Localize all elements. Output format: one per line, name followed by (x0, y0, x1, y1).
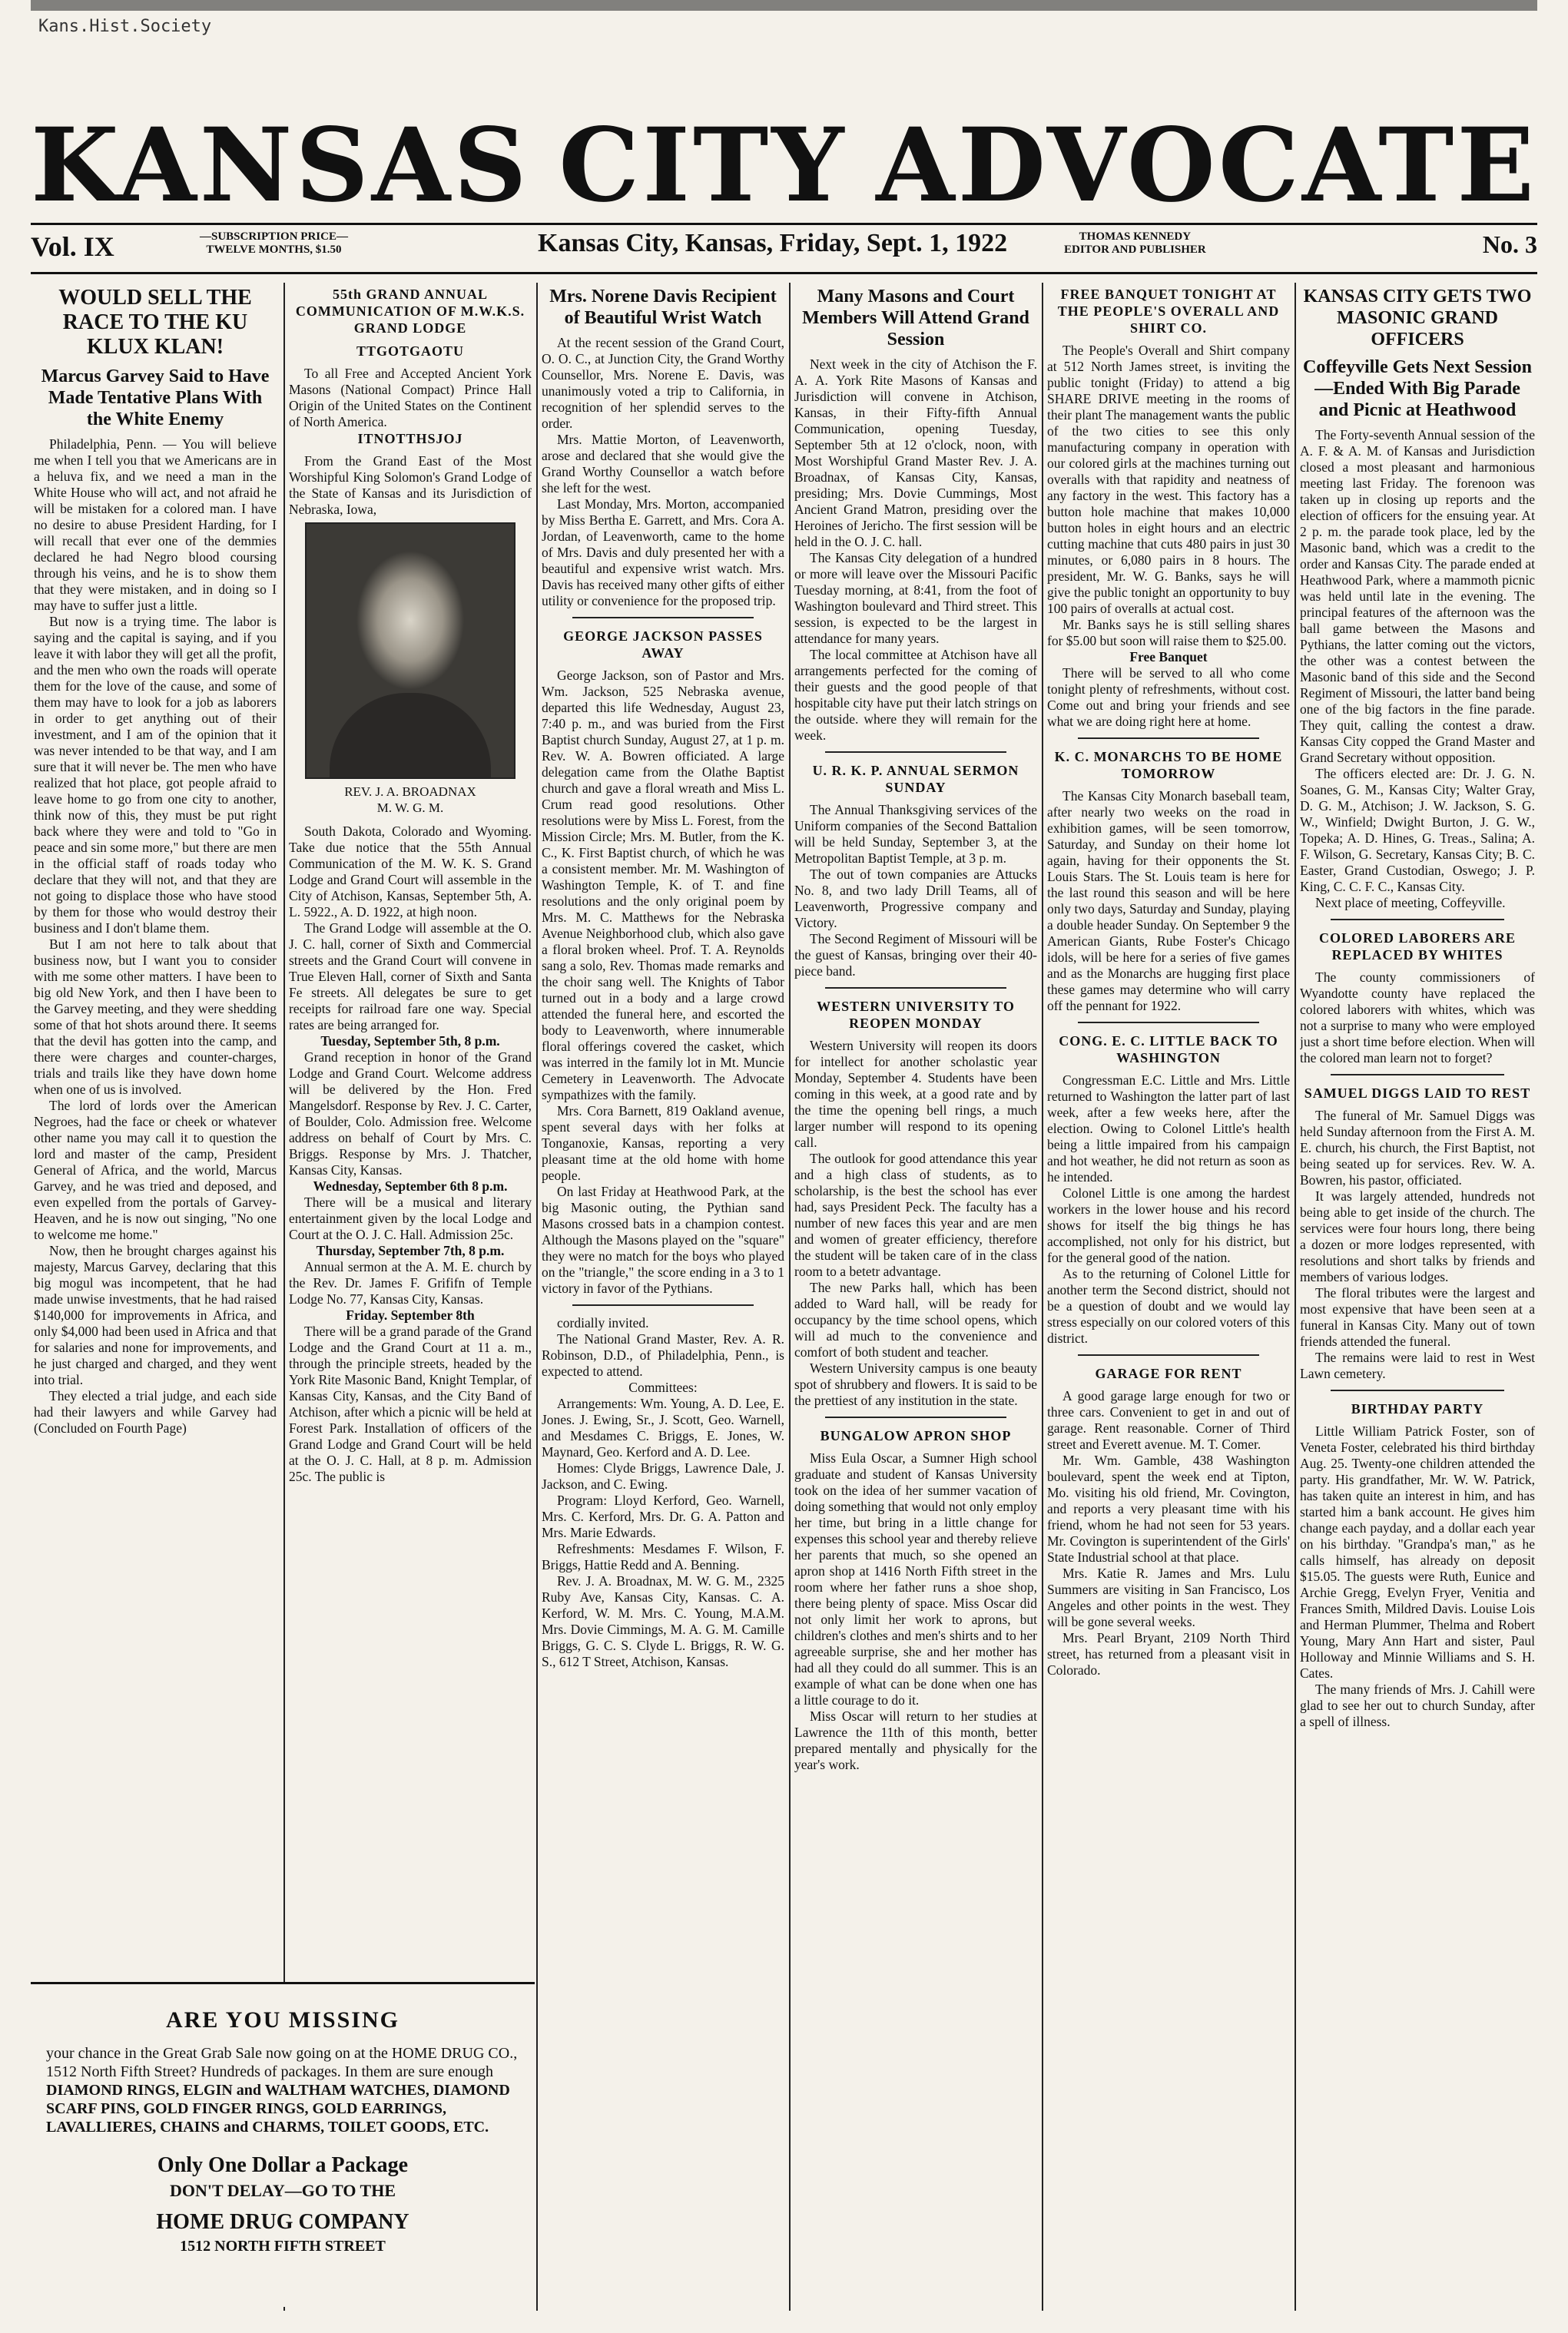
scan-edge (31, 0, 1537, 11)
code-line-2: ITNOTTHSJOJ (357, 431, 463, 446)
column-rule (1042, 283, 1043, 2311)
ad-body-text: your chance in the Great Grab Sale now going on at the HOME DRUG CO., 1512 North Fifth Street? Hundreds of packages. In them are sure enough (46, 2045, 518, 2080)
subscription-price (200, 230, 348, 257)
paragraph: Program: Lloyd Kerford, Geo. Warnell, Mrs. C. Kerford, Mrs. Dr. G. A. Patton and Mrs. Marie Edwards. (542, 1493, 784, 1540)
paragraph: Refreshments: Mesdames F. Wilson, F. Briggs, Hattie Redd and A. Benning. (542, 1541, 784, 1572)
section-divider (825, 1417, 1006, 1418)
paragraph: Grand reception in honor of the Grand Lodge and Grand Court. Welcome address will be delivered by the Hon. Fred Mangelsdorf. Response by Rev. J. C. Carter, of Boulder, Colo. Admission free. Welcome address on behalf of Court by Mrs. C. Briggs. Response by Mrs. J. Thatcher, Kansas City, Kansas. (289, 1049, 532, 1178)
paragraph: Next week in the city of Atchison the F. A. A. York Rite Masons of Kansas and Jurisdiction will convene in Atchison, Kansas, in their Fifty-fifth Annual Communication, opening Tuesday, September 5th at 12 o'clock, noon, with Most Worshipful Grand Master Rev. J. A. Broadnax, of Kansas City, Kansas, presiding; Mrs. Dovie Cummings, Most Ancient Grand Matron, presiding over the Heroines of Jericho. The first session will be held in the O. J. C. hall. (794, 356, 1037, 549)
masthead-word-3: ADVOCATE (876, 105, 1537, 225)
ad-body (46, 2044, 519, 2136)
section-divider (1078, 1354, 1259, 1356)
column-rule (1295, 283, 1296, 2311)
paragraph: The out of town companies are Attucks No. 8, and two lady Drill Teams, all of Leavenworth, Progressive company and Victory. (794, 867, 1037, 930)
portrait-figure (330, 693, 491, 777)
section-divider (1078, 1022, 1259, 1023)
column-1 (34, 286, 277, 1976)
column-5 (1047, 286, 1290, 2306)
paragraph: South Dakota, Colorado and Wyoming. Take due notice that the 55th Annual Communication of the M. W. K. S. Grand Lodge and Grand Court will assemble in the City of Atchison, Kansas, September 5th, A. L. 5922., A. D. 1922, at high noon. (289, 824, 532, 920)
paragraph: Next place of meeting, Coffeyville. (1315, 895, 1506, 910)
headline-grand-officers: KANSAS CITY GETS TWO MASONIC GRAND OFFICERS (1303, 287, 1532, 350)
paragraph: The lord of lords over the American Negroes, had the face or cheek or whatever other name you may call it to question the lord and master of the camp, President General of Africa, and the world, Marcus Garvey, and he was tried and deposed, and even expelled from the portals of Garvey-Heaven, and he is now out singing, "No one to welcome me home." (34, 1098, 277, 1242)
subscription-line-1: —SUBSCRIPTION PRICE— (200, 230, 348, 243)
subhead-garvey: Marcus Garvey Said to Have Made Tentative Plans With the White Enemy (41, 366, 270, 429)
paragraph: The Grand Lodge will assemble at the O. J. C. hall, corner of Sixth and Commercial streets and the Grand Court will convene in True Eleven Hall, corner of Sixth and Santa Fe streets. All delegates be sure to get receipts for railroad fare one way. Special rates are being arranged for. (289, 920, 532, 1032)
ad-company-name: HOME DRUG COMPANY (156, 2210, 409, 2234)
info-line (31, 224, 1537, 270)
section-divider (572, 1304, 754, 1306)
paragraph: On last Friday at Heathwood Park, at the big Masonic outing, the Pythian sand Masons crossed bats in a champion contest. Although the Masons played on the "square" they were no match for the boys who played on the "triangle," the score ending in a 3 to 1 victory in favor of the Pythians. (542, 1184, 784, 1296)
paragraph: But I am not here to talk about that business now, but I want you to consider with me some other matters. I have been to big old New York, and then I have been to the Garvey meeting, and they were shedding some of that hot shots around there. It seems that the devil has gotten into the camp, and there were charges and counter-charges, trials and trails like they have down home when one of us is involved. (34, 936, 277, 1097)
headline-little: CONG. E. C. LITTLE BACK TO WASHINGTON (1059, 1033, 1278, 1065)
schedule-date: Friday. September 8th (346, 1307, 475, 1323)
code-line-1: TTGOTGAOTU (356, 343, 465, 359)
paragraph: cordially invited. (557, 1315, 649, 1331)
paragraph: It was largely attended, hundreds not being able to get inside of the church. The services were four hours long, there being a dozen or more lodges represented, with resolutions and short talks by friends and members of various lodges. (1300, 1188, 1535, 1284)
headline-birthday: BIRTHDAY PARTY (1351, 1401, 1484, 1417)
paragraph: Arrangements: Wm. Young, A. D. Lee, E. Jones. J. Ewing, Sr., J. Scott, Geo. Warnell, and Mesdames C. Briggs, E. Jones, W. Maynard, Geo. Kerford and A. D. Lee. (542, 1396, 784, 1460)
advertisement-home-drug (31, 1982, 535, 2307)
paragraph: The outlook for good attendance this year and a high class of students, as to scholarship, is the best the school has ever had, says President Peck. The faculty has a number of new faces this year and are men and women of greater efficiency, therefore the student will be taken care of in the class room to a betetr advantage. (794, 1151, 1037, 1279)
paragraph: Congressman E.C. Little and Mrs. Little returned to Washington the latter part of last week, after a few weeks here, after the election. Owing to Colonel Little's health being a little impaired from his campaign and hot weather, he did not return as soon as he intended. (1047, 1072, 1290, 1185)
masthead-rule-bottom (31, 272, 1537, 274)
paragraph: The floral tributes were the largest and most expensive that have been seen at a funeral in Kansas City. Many out of town friends attended the funeral. (1300, 1285, 1535, 1349)
paragraph: Mrs. Cora Barnett, 819 Oakland avenue, spent several days with her folks at Tonganoxie, Kansas, reporting a very pleasant time at the old home with home people. (542, 1103, 784, 1183)
column-4 (794, 286, 1037, 2306)
paragraph: The Kansas City Monarch baseball team, after nearly two weeks on the road in exhibition games, will be seen tomorrow, Saturday, and Sunday on their home lot again, having for their opponents the St. Louis Stars. The St. Louis team is here for the last round this season and will be here only two days, Saturday and Sunday, playing a double header Sunday. On September 9 the American Giants, Rube Foster's Chicago idols, will be here for a series of five games and as the Monarchs are hugging first place these games may determine who will carry off the pennant for 1922. (1047, 788, 1290, 1013)
paragraph: There will be a grand parade of the Grand Lodge and the Grand Court at 11 a. m., through the principle streets, headed by the York Rite Masonic Band, Knight Templar, of Kansas City, Kansas, and the City Band of Atchison, after which a picnic will be held at Forest Park. Installation of officers of the Grand Lodge and Grand Court will be held at the O. J. C. Hall, at 8 p. m. Admission 25c. The public is (289, 1324, 532, 1484)
publisher-block (1064, 230, 1206, 257)
headline-laborers: COLORED LABORERS ARE REPLACED BY WHITES (1318, 930, 1517, 963)
paragraph: The many friends of Mrs. J. Cahill were glad to see her out to church Sunday, after a spell of illness. (1300, 1682, 1535, 1729)
schedule-date: Tuesday, September 5th, 8 p.m. (320, 1033, 500, 1049)
paragraph: The new Parks hall, which has been added to Ward hall, will be ready for occupancy by the time school opens, which will ad much to the convenience and comfort of both student and teacher. (794, 1280, 1037, 1360)
schedule-date: Thursday, September 7th, 8 p.m. (316, 1243, 505, 1258)
newspaper-page (31, 0, 1537, 2333)
headline-jackson: GEORGE JACKSON PASSES AWAY (563, 628, 763, 661)
ad-call-to-action: DON'T DELAY—GO TO THE (169, 2181, 396, 2200)
masthead (31, 105, 1537, 225)
section-divider (825, 751, 1006, 753)
paragraph: The Annual Thanksgiving services of the Uniform companies of the Second Battalion will be held Sunday, September 3, at the Metropolitan Baptist Temple, at 3 p. m. (794, 802, 1037, 866)
paragraph: Last Monday, Mrs. Morton, accompanied by Miss Bertha E. Garrett, and Mrs. Cora A. Jordan, of Leavenworth, came to the home of Mrs. Davis and duly presented her with a beautiful and expensive wrist watch. Mrs. Davis has received many other gifts of either utility or convenience for the proposed trip. (542, 496, 784, 608)
paragraph: The National Grand Master, Rev. A. R. Robinson, D.D., of Philadelphia, Penn., is expected to attend. (542, 1331, 784, 1379)
paragraph: A good garage large enough for two or three cars. Convenient to get in and out of garage. Rent reasonable. Corner of Third street and Everett avenue. M. T. Comer. (1047, 1388, 1290, 1452)
headline-monarchs: K. C. MONARCHS TO BE HOME TOMORROW (1054, 749, 1283, 781)
paragraph: The local committee at Atchison have all arrangements perfected for the coming of their guests and the good people of that hospitable city have put their latch strings on the outside. where they will remain for the week. (794, 647, 1037, 743)
paragraph: From the Grand East of the Most Worshipful King Solomon's Grand Lodge of the State of Kansas and its Jurisdiction of Nebraska, Iowa, (289, 453, 532, 517)
paragraph: Mrs. Katie R. James and Mrs. Lulu Summers are visiting in San Francisco, Los Angeles and other points in the west. They will be gone several weeks. (1047, 1566, 1290, 1629)
publisher-title: EDITOR AND PUBLISHER (1064, 244, 1206, 256)
portrait-photo (305, 522, 515, 779)
headline-masons: Many Masons and Court Members Will Attend Grand Session (802, 287, 1029, 350)
paragraph: Miss Eula Oscar, a Sumner High school graduate and student of Kansas University took on the idea of her summer vacation of doing something that would not only employ her time, but bring in a little change for expenses this school year and thereby relieve her parents that much, so she opened an apron shop at 1416 North Fifth street in the room where her father runs a shoe shop, there being plenty of space. Miss Oscar did not only limit her work to aprons, but children's clothes and men's shirts and to her agreeable surprise, she and her mother has had all they could do all summer. This is an example of what can be done when one has a little courage to do it. (794, 1450, 1037, 1708)
column-rule (536, 283, 538, 2311)
paragraph: Miss Oscar will return to her studies at Lawrence the 11th of this month, better prepared mentally and physically for the year's work. (794, 1708, 1037, 1772)
paragraph: Western University will reopen its doors for intellect for another scholastic year Monday, September 4. Students have been coming in this week, at a good rate and by the time the opening bell rings, a much larger number will respond to its opening call. (794, 1038, 1037, 1150)
paragraph: The Forty-seventh Annual session of the A. F. & A. M. of Kansas and Jurisdiction closed a most pleasant and harmonious meeting last Friday. The forenoon was taken up in closing up reports and the election of officers for the ensuing year. At 2 p. m. the parade took place, led by the Masonic band, which was a credit to the order and Kansas City. The parade ended at Heathwood Park, where a mammoth picnic was held until late in the evening. The principal features of the afternoon was the ball game between the Masons and Pythians, the latter coming out the victors, the other was a contest between the Masonic band of this side and the Second Regiment of Missouri, the latter band being one of the big factors in the fine parade. They quit, calling the contest a draw. Kansas City copped the Grand Master and Grand Secretary without opposition. (1300, 427, 1535, 765)
headline-urkp: U. R. K. P. ANNUAL SERMON SUNDAY (812, 763, 1019, 795)
paragraph: As to the returning of Colonel Little for another term the Second district, should not be a question of doubt and we would lay stress especially on our colored voters of this district. (1047, 1266, 1290, 1346)
subhead-coffeyville: Coffeyville Gets Next Session—Ended With Big Parade and Picnic at Heathwood (1303, 357, 1532, 420)
section-divider (1331, 1390, 1504, 1391)
section-divider (825, 987, 1006, 989)
column-3 (542, 286, 784, 2306)
paragraph: Now, then he brought charges against his majesty, Marcus Garvey, declaring that this big mogul was incompetent, that he had made unwise investments, that he had raised $140,000 for improvements in Africa, and only $4,000 had been used in Africa and that for salaries and none for improvements, and he just charged and charged, and they went into trial. (34, 1243, 277, 1387)
headline-garvey: WOULD SELL THE RACE TO THE KU KLUX KLAN! (58, 286, 252, 359)
schedule-date: Wednesday, September 6th 8 p.m. (313, 1178, 508, 1194)
paragraph: There will be served to all who come tonight plenty of refreshments, without cost. Come out and bring your friends and see what we are doing right here at home. (1047, 665, 1290, 729)
publisher-name: THOMAS KENNEDY (1079, 230, 1192, 243)
headline-diggs: SAMUEL DIGGS LAID TO REST (1304, 1085, 1531, 1101)
paragraph: To all Free and Accepted Ancient York Masons (National Compact) Prince Hall Origin of the United States on the Continent of North America. (289, 366, 532, 429)
paragraph: Mr. Banks says he is still selling shares for $5.00 but soon will raise them to $25.00. (1047, 617, 1290, 648)
dateline: Kansas City, Kansas, Friday, Sept. 1, 1922 (538, 229, 1008, 257)
section-divider (1078, 737, 1259, 739)
paragraph: Mrs. Pearl Bryant, 2109 North Third street, has returned from a pleasant visit in Colorado. (1047, 1630, 1290, 1678)
paragraph: Annual sermon at the A. M. E. church by the Rev. Dr. James F. Grififn of Temple Lodge No. 77, Kansas City, Kansas. (289, 1259, 532, 1307)
ad-body-items: DIAMOND RINGS, ELGIN and WALTHAM WATCHES, DIAMOND SCARF PINS, GOLD FINGER RINGS, GOLD EARRINGS, LAVALLIERES, CHAINS and CHARMS, TOILET GOODS, ETC. (46, 2082, 510, 2136)
paragraph: The remains were laid to rest in West Lawn cemetery. (1300, 1350, 1535, 1381)
paragraph: But now is a trying time. The labor is saying and the capital is saying, and if you leave it with labor they will get all the profit, and the men who own the roads will operate them for the love of the cause, and some of them may have to look for a job as laborers in order to get anything out of their investment, and I am of the opinion that it was never intended to be that way, and I am sure that it will never be. The men who have realized that hot place, got people afraid to leave home to go from one city to another, think now of this, they must be put right back where they were and told to "Go in peace and sin some more," but there are men in the official staff of roads today who declare that they will not, and that they are not going to displace those who have stood by them for those who would destroy their business and I don't blame them. (34, 614, 277, 936)
paragraph: There will be a musical and literary entertainment given by the local Lodge and Court at the O. J. C. Hall. Admission 25c. (289, 1195, 532, 1242)
section-divider (572, 617, 754, 618)
paragraph: The Second Regiment of Missouri will be the guest of Kansas, bringing over their 40-piece band. (794, 931, 1037, 979)
column-rule (789, 283, 791, 2311)
issue-number: No. 3 (1482, 230, 1537, 258)
ad-price-line: Only One Dollar a Package (157, 2153, 409, 2177)
paragraph: Little William Patrick Foster, son of Veneta Foster, celebrated his third birthday Aug. 25. Twenty-one children attended the party. His grandfather, Mr. W. W. Patrick, has taken quite an interest in him, and has started him a bank account. He gives him change each payday, and a dollar each year on his birthday. "Grandpa's man," as he calls himself, has already on deposit $15.05. The guests were Ruth, Eunice and Archie Gregg, Evelyn Fryer, Venitia and Frances Smith, Mildred Davis. Louise Lois and Herman Plummer, Thelma and Robert Young, Mary Ann Hart and sister, Paul Holloway and Minnie Williams and S. H. Cates. (1300, 1423, 1535, 1681)
signature-block: Rev. J. A. Broadnax, M. W. G. M., 2325 Ruby Ave, Kansas City, Kansas. C. A. Kerford, W. M. Mrs. C. Young, M.A.M. Mrs. Dovie Cimmings, M. A. G. M. Camille Briggs, G. C. S. Clyde L. Briggs, R. W. G. S., 612 T Street, Atchison, Kansas. (542, 1573, 784, 1669)
paragraph: Mr. Wm. Gamble, 438 Washington boulevard, spent the week end at Tipton, Mo. visiting his old friend, Mr. Covington, and reports a very pleasant time with his friend, whom he had not seen for 53 years. Mr. Covington is superintendent of the Girls' State Industrial school at that place. (1047, 1453, 1290, 1565)
masthead-word-1: KANSAS (31, 105, 530, 225)
paragraph: The Kansas City delegation of a hundred or more will leave over the Missouri Pacific Tuesday morning, at 8:41, from the foot of Washington boulevard and Third street. This session, is expected to be the largest in attendance for many years. (794, 550, 1037, 646)
column-2 (289, 286, 532, 1976)
paragraph: Mrs. Mattie Morton, of Leavenworth, arose and declared that she would give the Grand Worthy Counsellor a watch before she left for the west. (542, 432, 784, 495)
paragraph: At the recent session of the Grand Court, O. O. C., at Junction City, the Grand Worthy Counsellor, Mrs. Norene E. Davis, was unanimously voted a trip to California, in recognition of her splendid serves to the order. (542, 335, 784, 431)
section-divider (1331, 1074, 1504, 1075)
paragraph: The funeral of Mr. Samuel Diggs was held Sunday afternoon from the First A. M. E. church, his church, the First Baptist, not being seated up for services. Rev. W. A. Bowren, his pastor, officiated. (1300, 1108, 1535, 1188)
column-6 (1300, 286, 1535, 2306)
paragraph: The People's Overall and Shirt company at 512 North James street, is inviting the public tonight (Friday) to attend a big SHARE DRIVE meeting in the rooms of their plant The management wants the public of the two cities to see this only manufacturing company in operation with our colored girls at the machines turning out overalls with that rapidity and neatness of any factory in the west. This factory has a button hole machine that makes 10,000 button holes in eight hours and an electric cutting machine that cuts 480 pairs in just 30 minutes, or 6,080 pairs in 8 hours. The president, Mr. W. G. Banks, says he will give the public tonight an opportunity to buy 100 pairs of overalls at actual cost. (1047, 343, 1290, 616)
subhead-free-banquet: Free Banquet (1129, 649, 1208, 664)
headline-davis: Mrs. Norene Davis Recipient of Beautiful Wrist Watch (549, 287, 777, 328)
masthead-word-2: CITY (559, 105, 847, 225)
paragraph: Philadelphia, Penn. — You will believe me when I tell you that we Americans are in a heluva fix, and we need a man in the White House who will act, and not afraid he will be mistaken for a colored man. I have no desire to abuse President Harding, for I will recall that ever one of the demmies declared he had Negro blood coursing through his veins, and he is to show them that they were mistaken, and in doing so I may have to suffer just a little. (34, 436, 277, 613)
headline-western-university: WESTERN UNIVERSITY TO REOPEN MONDAY (817, 999, 1015, 1031)
volume-label: Vol. IX (31, 231, 114, 262)
photo-caption-title: M. W. G. M. (376, 800, 444, 815)
paragraph: The officers elected are: Dr. J. G. N. Soanes, G. M., Kansas City; Walter Gray, D. G. M., Atchison; J. W. Jackson, S. G. W., Winfield; Dwight Burton, J. G. W., Topeka; A. D. Hines, G. Treas., Salina; A. F. Wilson, G. Secretary, Kansas City; B. C. Easter, Grand Custodian, Oswego; J. P. King, C. C. F. C., Kansas City. (1300, 766, 1535, 894)
headline-apron-shop: BUNGALOW APRON SHOP (820, 1428, 1012, 1443)
headline-grand-lodge: 55th GRAND ANNUAL COMMUNICATION OF M.W.K.S. GRAND LODGE (295, 287, 525, 336)
ad-title: ARE YOU MISSING (166, 2007, 399, 2033)
headline-free-banquet: FREE BANQUET TONIGHT AT THE PEOPLE'S OVERALL AND SHIRT CO. (1057, 287, 1280, 336)
committees-label: Committees: (628, 1380, 698, 1395)
headline-garage: GARAGE FOR RENT (1095, 1366, 1242, 1381)
library-stamp: Kans.Hist.Society (38, 17, 212, 36)
paragraph: George Jackson, son of Pastor and Mrs. Wm. Jackson, 525 Nebraska avenue, departed this life Wednesday, August 23, 7:40 p. m., and was buried from the First Baptist church Sunday, August 27, at 1 p. m. Rev. W. A. Bowren officiated. A large delegation came from the Olathe Baptist church and gave a floral wreath and Miss L. Crum read good resolutions. Other resolutions were by Miss L. Forest, from the Mission Circle; Mrs. M. Butler, from the K. C., K. First Baptist church, of which he was a consistent member. Mr. M. Washington of Washington Temple, K. of T. and fine resolutions and the only original poem by Mrs. M. C. Matthews for the Nebraska Avenue Neighborhood club, which also gave a floral broken wheel. Prof. T. A. Reynolds sang a solo, Rev. Thomas made remarks and the choir sang well. The Knights of Tabor turned out in a body and a large crowd attended the funeral here, and escorted the body to Leavenworth, where innumerable floral offerings covered the casket, which was interred in the family lot in Mt. Muncie Cemetery in Leavenworth. The Advocate sympathizes with the family. (542, 668, 784, 1102)
subscription-line-2: TWELVE MONTHS, $1.50 (206, 244, 342, 256)
paragraph: The county commissioners of Wyandotte county have replaced the colored laborers with whites, which was not a surprise to many who were employed just a short time before election. When will the colored man learn not to forget? (1300, 969, 1535, 1065)
photo-caption-name: REV. J. A. BROADNAX (344, 784, 476, 799)
paragraph: Homes: Clyde Briggs, Lawrence Dale, J. Jackson, and C. Ewing. (542, 1460, 784, 1492)
paragraph: Colonel Little is one among the hardest workers in the lower house and his record shows for itself the big things he has accomplished, not only for his district, but for the general good of the nation. (1047, 1185, 1290, 1265)
paragraph: They elected a trial judge, and each side had their lawyers and while Garvey had (Concluded on Fourth Page) (34, 1388, 277, 1436)
ad-company-address: 1512 NORTH FIFTH STREET (180, 2238, 386, 2255)
paragraph: Western University campus is one beauty spot of shrubbery and flowers. It is said to be the prettiest of any institution in the state. (794, 1360, 1037, 1408)
section-divider (1331, 919, 1504, 920)
